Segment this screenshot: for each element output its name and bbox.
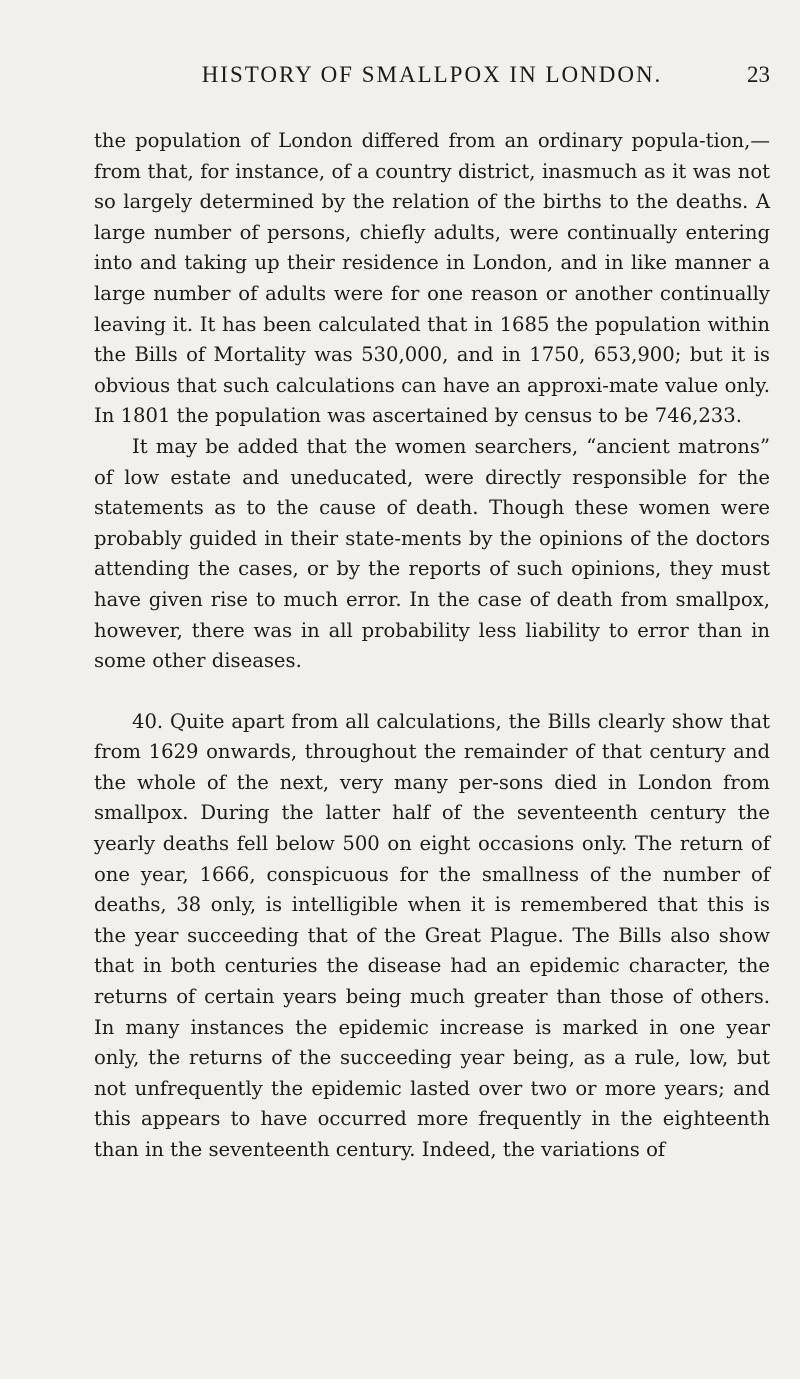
paragraph-continuation: the population of London differed from an ordinary popula-tion,—from that, for instance, of a country district, inasmuch as it was not so largely determined by the relation of the births to the deaths. A large number of persons, chiefly adults, were continually entering into and taking up their residence in London, and in like manner a large number of adults were for one reason or another continually leaving it. It has been calculated that in 1685 the population within the Bills of Mortality was 530,000, and in 1750, 653,900; but it is obvious that such calculations can have an approxi-mate value only. In 1801 the population was ascertained by census to be 746,233. (94, 129, 770, 428)
page-number: 23 (747, 62, 770, 87)
running-title: HISTORY OF SMALLPOX IN LONDON. (201, 62, 663, 87)
paragraph-searchers: It may be added that the women searchers, “ancient matrons” of low estate and uneducated, were directly responsible for the statements as to the cause of death. Though these women were probably guided in their state-ments by the opinions of the doctors attending the cases, or by the reports of such opinions, they must have given rise to much error. In the case of death from smallpox, however, there was in all probability less liability to error than in some other diseases. (94, 434, 770, 673)
paragraph-section-40: 40. Quite apart from all calculations, the Bills clearly show that from 1629 onwards, throughout the remainder of that century and the whole of the next, very many per-sons died in London from smallpox. During the latter half of the seventeenth century the yearly deaths fell below 500 on eight occasions only. The return of one year, 1666, conspicuous for the smallness of the number of deaths, 38 only, is intelligible when it is remembered that this is the year succeeding that of the Great Plague. The Bills also show that in both centuries the disease had an epidemic character, the returns of certain years being much greater than those of others. In many instances the epidemic increase is marked in one year only, the returns of the succeeding year being, as a rule, low, but not unfrequently the epidemic lasted over two or more years; and this appears to have occurred more frequently in the eighteenth than in the seventeenth century. Indeed, the variations of (94, 709, 770, 1161)
running-head (94, 58, 770, 92)
body-text (94, 126, 770, 1166)
